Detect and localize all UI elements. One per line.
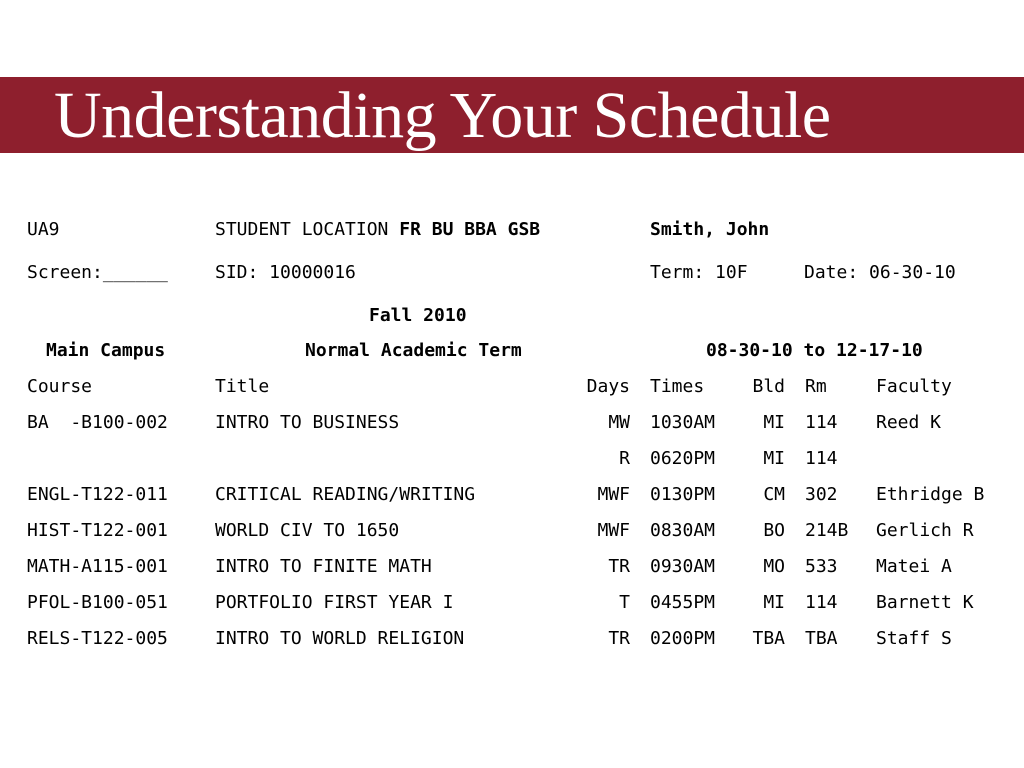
location-label: STUDENT LOCATION xyxy=(215,219,389,240)
course-building: MI xyxy=(763,412,785,433)
course-time: 0130PM xyxy=(650,484,716,505)
course-title: INTRO TO WORLD RELIGION xyxy=(215,628,465,649)
course-code: BA -B100-002 xyxy=(27,412,168,433)
course-time: 1030AM xyxy=(650,412,716,433)
course-days: MWF xyxy=(597,520,630,541)
report-date: Date: 06-30-10 xyxy=(804,262,956,283)
course-title: INTRO TO BUSINESS xyxy=(215,412,400,433)
screen-label: Screen:______ xyxy=(27,262,168,283)
course-room: 533 xyxy=(805,556,838,577)
course-code: MATH-A115-001 xyxy=(27,556,168,577)
course-days: MW xyxy=(608,412,630,433)
location-line xyxy=(215,219,540,241)
course-code: HIST-T122-001 xyxy=(27,520,168,541)
course-code: RELS-T122-005 xyxy=(27,628,168,649)
course-code: ENGL-T122-011 xyxy=(27,484,168,505)
course-building: CM xyxy=(763,484,785,505)
student-id: SID: 10000016 xyxy=(215,262,356,283)
course-title: INTRO TO FINITE MATH xyxy=(215,556,432,577)
campus-label: Main Campus xyxy=(46,340,166,361)
course-time: 0830AM xyxy=(650,520,716,541)
course-days: TR xyxy=(608,628,630,649)
course-building: MI xyxy=(763,592,785,613)
course-building: TBA xyxy=(752,628,785,649)
course-room: TBA xyxy=(805,628,838,649)
course-building: MO xyxy=(763,556,785,577)
course-time: 0200PM xyxy=(650,628,716,649)
course-room: 302 xyxy=(805,484,838,505)
semester-label: Fall 2010 xyxy=(369,305,467,326)
col-course-header: Course xyxy=(27,376,93,397)
course-title: CRITICAL READING/WRITING xyxy=(215,484,476,505)
course-faculty: Gerlich R xyxy=(876,520,974,541)
col-rm-header: Rm xyxy=(805,376,827,397)
course-days: T xyxy=(619,592,630,613)
course-time: 0455PM xyxy=(650,592,716,613)
course-faculty: Ethridge B xyxy=(876,484,985,505)
course-building: MI xyxy=(763,448,785,469)
course-faculty: Staff S xyxy=(876,628,952,649)
course-room: 114 xyxy=(805,592,838,613)
screen-code: UA9 xyxy=(27,219,60,240)
col-title-header: Title xyxy=(215,376,270,397)
col-days-header: Days xyxy=(586,376,630,397)
term-type-label: Normal Academic Term xyxy=(305,340,522,361)
course-title: WORLD CIV TO 1650 xyxy=(215,520,400,541)
slide-title: Understanding Your Schedule xyxy=(54,79,831,152)
course-room: 114 xyxy=(805,412,838,433)
course-time: 0930AM xyxy=(650,556,716,577)
course-faculty: Matei A xyxy=(876,556,952,577)
term-code: Term: 10F xyxy=(650,262,748,283)
course-days: MWF xyxy=(597,484,630,505)
course-faculty: Reed K xyxy=(876,412,942,433)
course-room: 114 xyxy=(805,448,838,469)
date-range-label: 08-30-10 to 12-17-10 xyxy=(706,340,923,361)
course-room: 214B xyxy=(805,520,849,541)
course-days: R xyxy=(619,448,630,469)
student-name: Smith, John xyxy=(650,219,770,240)
location-value: FR BU BBA GSB xyxy=(399,219,541,240)
course-title: PORTFOLIO FIRST YEAR I xyxy=(215,592,454,613)
course-code: PFOL-B100-051 xyxy=(27,592,168,613)
col-faculty-header: Faculty xyxy=(876,376,952,397)
course-faculty: Barnett K xyxy=(876,592,974,613)
course-days: TR xyxy=(608,556,630,577)
col-times-header: Times xyxy=(650,376,705,397)
course-building: BO xyxy=(763,520,785,541)
course-time: 0620PM xyxy=(650,448,716,469)
col-bld-header: Bld xyxy=(752,376,785,397)
